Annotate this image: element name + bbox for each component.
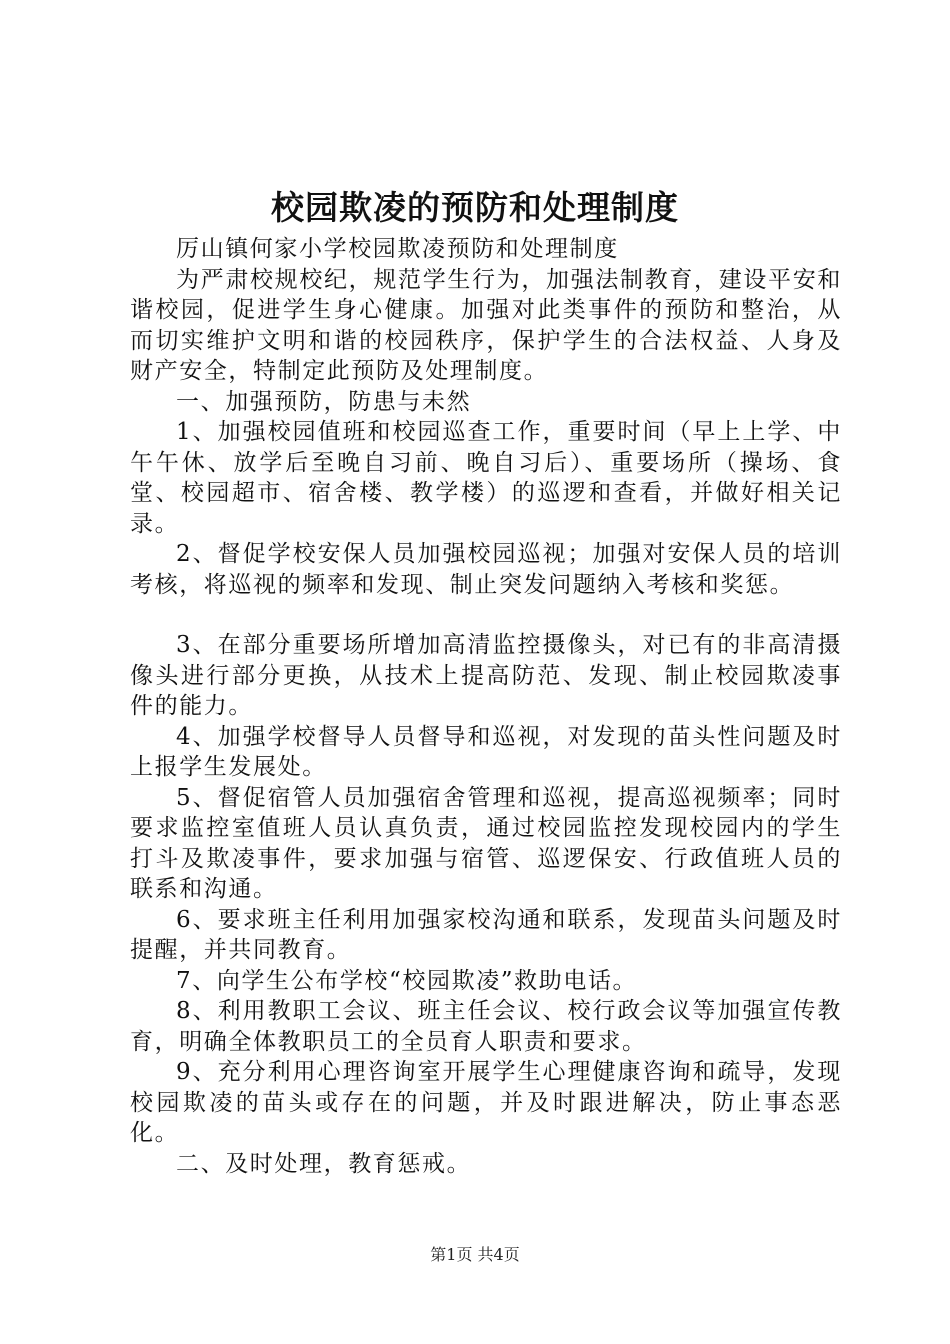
document-title: 校园欺凌的预防和处理制度 (271, 188, 679, 227)
paragraph-item-6: 6、要求班主任利用加强家校沟通和联系，发现苗头问题及时提醒，并共同教育。 (130, 906, 842, 963)
paragraph-item-2: 2、督促学校安保人员加强校园巡视；加强对安保人员的培训考核，将巡视的频率和发现、制止突发问题纳入考核和奖惩。 (130, 541, 842, 598)
paragraph-item-7: 7、向学生公布学校“校园欺凌”救助电话。 (176, 967, 638, 994)
paragraph-intro: 为严肃校规校纪，规范学生行为，加强法制教育，建设平安和谐校园，促进学生身心健康。加强对此类事件的预防和整治，从而切实维护文明和谐的校园秩序，保护学生的合法权益、人身及财产安全，特制定此预防及处理制度。 (130, 266, 842, 384)
paragraph-item-3: 3、在部分重要场所增加高清监控摄像头，对已有的非高清摄像头进行部分更换，从技术上提高防范、发现、制止校园欺凌事件的能力。 (130, 632, 842, 719)
paragraph-item-4: 4、加强学校督导人员督导和巡视，对发现的苗头性问题及时上报学生发展处。 (130, 723, 842, 780)
page-number-footer: 第1页 共4页 (430, 1245, 520, 1264)
paragraph-item-5: 5、督促宿管人员加强宿舍管理和巡视，提高巡视频率；同时要求监控室值班人员认真负责，通过校园监控发现校园内的学生打斗及欺凌事件，要求加强与宿管、巡逻保安、行政值班人员的联系和沟通。 (130, 784, 842, 902)
paragraph-subtitle: 厉山镇何家小学校园欺凌预防和处理制度 (176, 236, 619, 262)
section-heading-handling: 二、及时处理，教育惩戒。 (176, 1150, 472, 1177)
paragraph-item-9: 9、充分利用心理咨询室开展学生心理健康咨询和疏导，发现校园欺凌的苗头或存在的问题，并及时跟进解决，防止事态恶化。 (130, 1059, 842, 1146)
document-body (130, 234, 842, 1179)
section-heading-prevention: 一、加强预防，防患与未然 (176, 388, 472, 415)
paragraph-item-1: 1、加强校园值班和校园巡查工作，重要时间（早上上学、中午午休、放学后至晚自习前、晚自习后）、重要场所（操场、食堂、校园超市、宿舍楼、教学楼）的巡逻和查看，并做好相关记录。 (130, 419, 842, 537)
paragraph-item-8: 8、利用教职工会议、班主任会议、校行政会议等加强宣传教育，明确全体教职员工的全员育人职责和要求。 (130, 998, 842, 1055)
